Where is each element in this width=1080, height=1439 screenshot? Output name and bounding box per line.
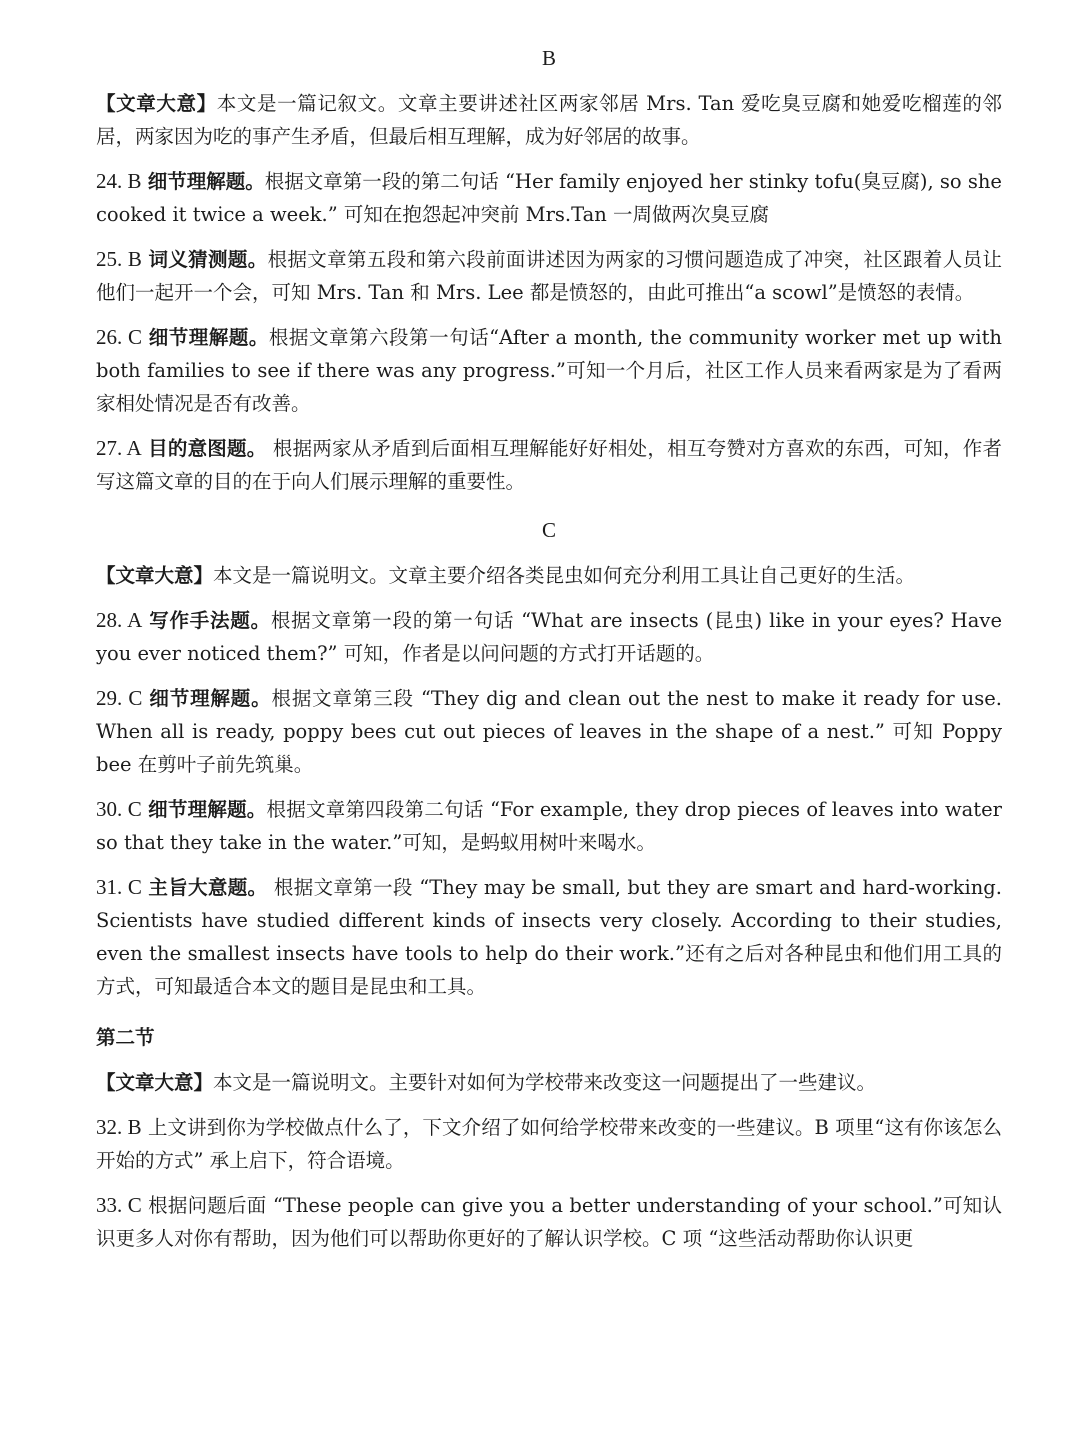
answer-explanation: 上文讲到你为学校做点什么了，下文介绍了如何给学校带来改变的一些建议。B 项里“这有你该怎么开始的方式” 承上启下，符合语境。 bbox=[96, 1116, 1003, 1172]
question-type: 细节理解题。 bbox=[148, 798, 267, 821]
question-type: 写作手法题。 bbox=[149, 609, 271, 632]
question-type: 目的意图题。 bbox=[148, 437, 267, 460]
answer-25 bbox=[96, 243, 1002, 309]
answer-27 bbox=[96, 432, 1002, 498]
answer-explanation: 根据文章第一段 “They may be small, but they are smart and hard-working. Scientists have studied different kinds of insects very closely. According to their studies, even the smallest insects have tools to help do their work.”还有之后对各种昆虫和他们用工具的方式，可知最适合本文的题目是昆虫和工具。 bbox=[96, 876, 1002, 998]
summary-text: 本文是一篇说明文。文章主要介绍各类昆虫如何充分利用工具让自己更好的生活。 bbox=[213, 564, 916, 587]
answer-explanation: 根据两家从矛盾到后面相互理解能好好相处，相互夸赞对方喜欢的东西，可知，作者写这篇文章的目的在于向人们展示理解的重要性。 bbox=[96, 437, 1002, 493]
answer-30 bbox=[96, 793, 1002, 859]
answer-explanation: 根据文章第三段 “They dig and clean out the nest to make it ready for use. When all is ready, poppy bees cut out pieces of leaves in the shape of a nest.” 可知 Poppy bee 在剪叶子前先筑巢。 bbox=[96, 687, 1002, 776]
section-c-heading: C bbox=[541, 518, 556, 542]
answer-number: 25. B bbox=[96, 247, 142, 271]
section-b-heading: B bbox=[541, 46, 556, 70]
section-b-summary bbox=[96, 87, 1002, 153]
answer-number: 32. B bbox=[96, 1115, 142, 1139]
answer-number: 33. C bbox=[96, 1193, 142, 1217]
question-type: 细节理解题。 bbox=[149, 687, 272, 710]
answer-explanation: 根据文章第一段的第一句话 “What are insects (昆虫) like in your eyes? Have you ever noticed them?” 可知，作者是以问问题的方式打开话题的。 bbox=[96, 609, 1002, 665]
answer-31 bbox=[96, 871, 1002, 1003]
answer-number: 28. A bbox=[96, 608, 143, 632]
answer-explanation: 根据文章第六段第一句话“After a month, the community worker met up with both families to see if there was any progress.”可知一个月后，社区工作人员来看两家是为了看两家相处情况是否有改善。 bbox=[96, 326, 1002, 415]
answer-number: 26. C bbox=[96, 325, 143, 349]
answer-29 bbox=[96, 682, 1002, 781]
answer-explanation: 根据文章第五段和第六段前面讲述因为两家的习惯问题造成了冲突，社区跟着人员让他们一起开一个会，可知 Mrs. Tan 和 Mrs. Lee 都是愤怒的，由此可推出“a scowl”是愤怒的表情。 bbox=[96, 248, 1002, 304]
question-type: 词义猜测题。 bbox=[148, 248, 268, 271]
answer-number: 30. C bbox=[96, 797, 142, 821]
question-type: 细节理解题。 bbox=[147, 170, 265, 193]
answer-explanation: 根据文章第一段的第二句话 “Her family enjoyed her stinky tofu(臭豆腐), so she cooked it twice a week.” 可知在抱怨起冲突前 Mrs.Tan 一周做两次臭豆腐 bbox=[96, 170, 1002, 226]
answer-number: 24. B bbox=[96, 169, 142, 193]
question-type: 主旨大意题。 bbox=[148, 876, 268, 899]
section-c-summary bbox=[96, 559, 1002, 592]
answer-33 bbox=[96, 1189, 1002, 1255]
answer-number: 27. A bbox=[96, 436, 142, 460]
answer-26 bbox=[96, 321, 1002, 420]
question-type: 细节理解题。 bbox=[148, 326, 269, 349]
answer-32 bbox=[96, 1111, 1002, 1177]
summary-text: 本文是一篇说明文。主要针对如何为学校带来改变这一问题提出了一些建议。 bbox=[213, 1071, 877, 1094]
answer-24 bbox=[96, 165, 1002, 231]
answer-number: 31. C bbox=[96, 875, 142, 899]
answer-explanation: 根据文章第四段第二句话 “For example, they drop pieces of leaves into water so that they take in the water.”可知，是蚂蚁用树叶来喝水。 bbox=[96, 798, 1002, 854]
summary-label: 【文章大意】 bbox=[96, 1071, 214, 1094]
summary-label: 【文章大意】 bbox=[96, 564, 214, 587]
summary-text: 本文是一篇记叙文。文章主要讲述社区两家邻居 Mrs. Tan 爱吃臭豆腐和她爱吃榴莲的邻居，两家因为吃的事产生矛盾，但最后相互理解，成为好邻居的故事。 bbox=[96, 92, 1002, 148]
section-2-summary bbox=[96, 1066, 1002, 1099]
answer-28 bbox=[96, 604, 1002, 670]
summary-label: 【文章大意】 bbox=[96, 92, 217, 115]
section-2-heading: 第二节 bbox=[96, 1026, 155, 1049]
answer-explanation: 根据问题后面 “These people can give you a better understanding of your school.”可知认识更多人对你有帮助，因为他们可以帮助你更好的了解认识学校。C 项 “这些活动帮助你认识更 bbox=[96, 1194, 1002, 1250]
answer-number: 29. C bbox=[96, 686, 143, 710]
